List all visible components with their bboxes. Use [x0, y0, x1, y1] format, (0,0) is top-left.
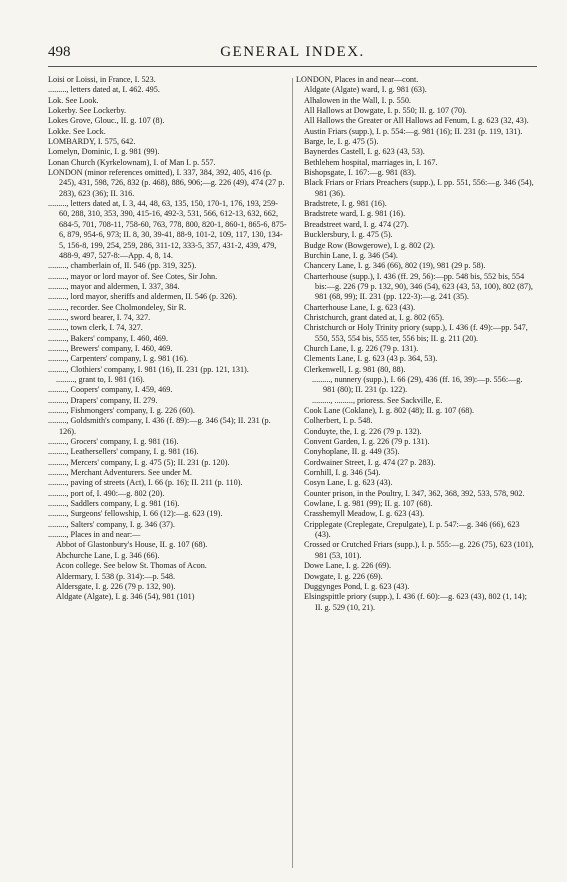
index-entry: Abchurche Lane, I. g. 346 (66).	[56, 550, 160, 560]
index-entry: Dowe Lane, I. g. 226 (69).	[304, 561, 392, 571]
index-entry: Christchurch, grant dated at, I. g. 802 (65).	[304, 312, 445, 322]
index-entry: Counter prison, in the Poultry, I. 347, 362, 368, 392, 533, 578, 902.	[304, 488, 525, 498]
index-entry: ........., ........., prioress. See Sackville, E.	[312, 395, 443, 405]
index-entry: Elsingspittle priory (supp.), I. 436 (f. 60):—g. 623 (43), 802 (1, 14); II. g. 529 (10, 21).	[304, 592, 527, 612]
index-entry: Loisi or Loissi, in France, I. 523.	[48, 75, 156, 84]
index-entry: Colherbert, I. p. 548.	[304, 416, 373, 426]
index-entry: ........., Surgeons' fellowship, I. 66 (12):—g. 623 (19).	[48, 509, 223, 519]
index-entry: ........., Salters' company, I. g. 346 (37).	[48, 519, 175, 529]
page-title: GENERAL INDEX.	[220, 44, 365, 60]
index-entry: ........., Mercers' company, I. g. 475 (5); II. 231 (p. 120).	[48, 457, 230, 467]
index-entry: ........., letters dated at, I. 462. 495.	[48, 85, 160, 95]
index-entry: ........., Clothiers' company, I. 981 (16), II. 231 (pp. 121, 131).	[48, 364, 249, 374]
index-entry: Conduyte, the, I. g. 226 (79 p. 132).	[304, 426, 422, 436]
index-entry: Aldersgate, I. g. 226 (79 p. 132, 90).	[56, 581, 176, 591]
index-entry: LONDON, Places in and near—cont.	[296, 75, 419, 84]
index-entry: Clements Lane, I. g. 623 (43 p. 364, 53).	[304, 354, 438, 364]
index-entry: Baynerdes Castell, I. g. 623 (43, 53).	[304, 147, 425, 157]
column-divider	[292, 78, 293, 868]
index-entry: ........., Carpenters' company, I. g. 981 (16).	[48, 354, 189, 364]
index-entry: All Hallows the Greater or All Hallows ad Fenum, I. g. 623 (32, 43).	[304, 116, 529, 126]
index-column-left	[48, 75, 288, 603]
index-entry: Black Friars or Friars Preachers (supp.), I. pp. 551, 556:—g. 346 (54), 981 (36).	[304, 178, 534, 198]
index-entry: Lokes Grove, Glouc., II. g. 107 (8).	[48, 116, 165, 126]
index-entry: Lonan Church (Kyrkelownam), I. of Man I. p. 557.	[48, 157, 216, 167]
index-entry: Burchin Lane, I. g. 346 (54).	[304, 250, 398, 260]
index-entry: Lokke. See Lock.	[48, 126, 106, 136]
index-entry: Dowgate, I. g. 226 (69).	[304, 571, 383, 581]
index-column-right	[296, 75, 536, 613]
index-entry: Charterhouse Lane, I. g. 623 (43).	[304, 302, 416, 312]
index-entry: ........., port of, I. 490:—g. 802 (20).	[48, 488, 165, 498]
index-entry: Barge, le, I. g. 475 (5).	[304, 137, 379, 147]
index-entry: Cook Lane (Coklane), I. g. 802 (48); II. g. 107 (68).	[304, 406, 475, 415]
index-entry: Bethlehem hospital, marriages in, I. 167.	[304, 157, 438, 167]
index-entry: Church Lane, I. g. 226 (79 p. 131).	[304, 343, 419, 353]
index-entry: ........., Saddlers company, I. g. 981 (16).	[48, 499, 180, 509]
index-entry: Cosyn Lane, I. g. 623 (43).	[304, 478, 393, 488]
index-entry: LOMBARDY, I. 575, 642.	[48, 137, 136, 147]
index-entry: Crossed or Crutched Friars (supp.), I. p. 555:—g. 226 (75), 623 (101), 981 (53, 101).	[304, 540, 534, 560]
index-entry: ........., grant to, I. 981 (16).	[56, 374, 145, 384]
index-entry: Budge Row (Bowgerowe), I. g. 802 (2).	[304, 240, 435, 250]
index-entry: Alhalowen in the Wall, I. p. 550.	[304, 95, 411, 105]
index-entry: ........., Coopers' company, I. 459, 469.	[48, 385, 173, 395]
index-entry: ........., chamberlain of, II. 546 (pp. 319, 325).	[48, 261, 197, 271]
index-entry: Acon college. See below St. Thomas of Acon.	[56, 561, 207, 571]
index-entry: Duggynges Pond, I. g. 623 (43).	[304, 581, 410, 591]
index-entry: ........., Merchant Adventurers. See under M.	[48, 468, 192, 478]
index-entry: Lomelyn, Dominic, I. g. 981 (99).	[48, 147, 160, 157]
index-entry: Crasshemyll Meadow, I. g. 623 (43).	[304, 509, 425, 519]
index-entry: ........., town clerk, I. 74, 327.	[48, 323, 143, 333]
page-number: 498	[48, 44, 71, 60]
index-entry: ........., mayor and aldermen, I. 337, 384.	[48, 281, 180, 291]
index-entry: ........., Leathersellers' company, I. g. 981 (16).	[48, 447, 199, 457]
index-entry: ........., Grocers' company, I. g. 981 (16).	[48, 437, 179, 447]
index-entry: Convent Garden, I. g. 226 (79 p. 131).	[304, 437, 430, 447]
index-entry: ........., Bakers' company, I. 460, 469.	[48, 333, 168, 343]
index-entry: Cripplegate (Creplegate, Crepulgate), I. p. 547:—g. 346 (66), 623 (43).	[304, 519, 520, 540]
index-entry: ........., nunnery (supp.), I. 66 (29), 436 (ff. 16, 39):—p. 556:—g. 981 (80); II. 231 (p. 122).	[312, 374, 523, 395]
index-entry: Cowlane, I. g. 981 (99); II. g. 107 (68).	[304, 499, 433, 509]
index-entry: Bradstrete, I. g. 981 (16).	[304, 199, 387, 209]
header-rule	[48, 66, 537, 67]
index-entry: ........., Drapers' company, II. 279.	[48, 395, 158, 405]
index-entry: Bishopsgate, I. 167:—g. 981 (83).	[304, 168, 416, 178]
index-entry: ........., letters dated at, I. 3, 44, 48, 63, 135, 150, 170-1, 176, 193, 259-60, 288, 310, 353, 390, 415-16, 492-3, 531, 566, 612-13, 632, 662, 684-5, 701, 708-11, 758-60, 763, 778, 800, 820-1, 860-1, 865-6, 875-6, 879, 954-6, 973; II. 8, 30, 39-41, 88-9, 101-2, 109, 117, 130, 134-5, 156-8, 199, 254, 259, 286, 311-12, 333-5, 357, 431-2, 439, 479, 488-9, 497, 527-8:—App. 4, 8, 14.	[48, 199, 287, 260]
index-entry: Lok. See Look.	[48, 95, 99, 105]
index-entry: Bucklersbury, I. g. 475 (5).	[304, 230, 393, 240]
index-entry: ........., sword bearer, I. 74, 327.	[48, 312, 151, 322]
index-entry: Aldermary, I. 538 (p. 314):—p. 548.	[56, 571, 176, 581]
index-entry: Bradstrete ward, I. g. 981 (16).	[304, 209, 406, 219]
index-entry: Abbot of Glastonbury's House, II. g. 107 (68).	[56, 540, 208, 550]
index-entry: Chancery Lane, I. g. 346 (66), 802 (19), 981 (29 p. 58).	[304, 261, 486, 271]
index-entry: Christchurch or Holy Trinity priory (supp.), I. 436 (f. 49):—pp. 547, 550, 553, 554 bis, 555 ter, 556 bis; II. g. 211 (20).	[304, 323, 528, 343]
index-entry: Cordwainer Street, I. g. 474 (27 p. 283).	[304, 457, 436, 467]
index-entry: LONDON (minor references omitted), I. 337, 384, 392, 405, 416 (p. 245), 431, 598, 726, 832 (p. 468), 886, 906;—g. 226 (49), 474 (27 p. 283), 623 (36); II. 316.	[48, 168, 285, 198]
index-entry: ........., Fishmongers' company, I. g. 226 (60).	[48, 406, 195, 415]
index-entry: Lokerby. See Lockerby.	[48, 106, 127, 116]
index-entry: ........., recorder. See Cholmondeley, Sir R.	[48, 302, 187, 312]
index-entry: Aldgate (Algate) ward, I. g. 981 (63).	[304, 85, 427, 95]
index-entry: ........., lord mayor, sheriffs and aldermen, II. 546 (p. 326).	[48, 292, 238, 302]
index-entry: Cornhill, I. g. 346 (54).	[304, 468, 381, 478]
index-entry: Clerkenwell, I. g. 981 (80, 88).	[304, 364, 406, 374]
index-entry: Charterhouse (supp.), I. 436 (ff. 29, 56):—pp. 548 bis, 552 bis, 554 bis:—g. 226 (79 p. 132, 90), 346 (54), 623 (43, 53, 100), 802 (87), 981 (68, 99); II. 231 (pp. 122-3):—g. 241 (35).	[304, 271, 533, 302]
index-entry: All Hallows at Dowgate, I. p. 550; II. g. 107 (70).	[304, 106, 467, 116]
index-entry: ........., Places in and near:—	[48, 530, 141, 540]
index-entry: ........., mayor or lord mayor of. See Cotes, Sir John.	[48, 271, 218, 281]
index-entry: ........., Brewers' company, I. 460, 469.	[48, 343, 173, 353]
index-entry: Aldgate (Algate), I. g. 346 (54), 981 (101)	[56, 592, 195, 602]
index-entry: Austin Friars (supp.), I. p. 554:—g. 981 (16); II. 231 (p. 119, 131).	[304, 126, 523, 136]
page-header	[48, 44, 537, 64]
index-entry: Conyhoplane, II. g. 449 (35).	[304, 447, 400, 457]
index-entry: Breadstreet ward, I. g. 474 (27).	[304, 219, 409, 229]
index-entry: ........., paving of streets (Act), I. 66 (p. 16); II. 211 (p. 110).	[48, 478, 243, 488]
index-entry: ........., Goldsmith's company, I. 436 (f. 89):—g. 346 (54); II. 231 (p. 126).	[48, 416, 271, 436]
